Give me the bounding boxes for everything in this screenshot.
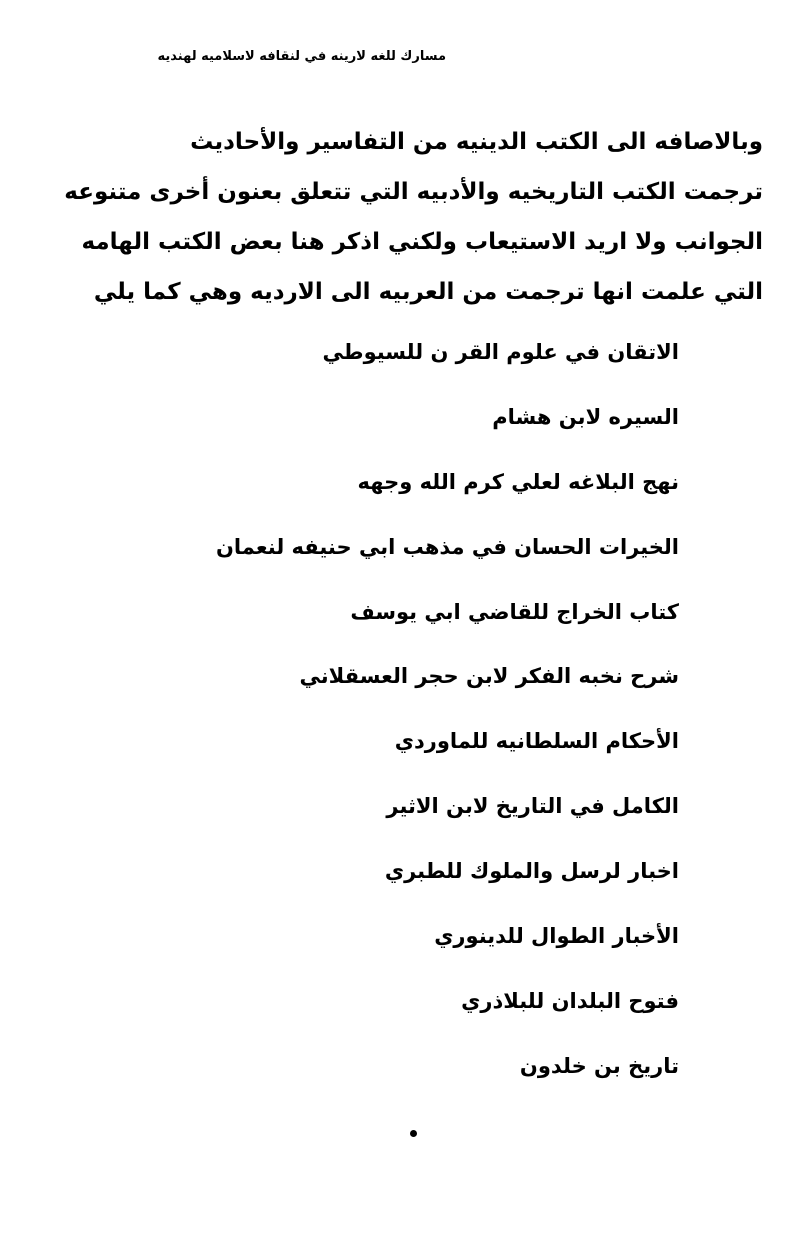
- list-item: الكامل في التاريخ لابن الاثير: [386, 794, 679, 819]
- page-dot-marker: [410, 1130, 417, 1137]
- list-item: كتاب الخراج للقاضي ابي يوسف: [350, 599, 679, 624]
- paragraph-line: وبالاصافه الى الكتب الدينيه من التفاسير والأحاديث: [190, 129, 763, 155]
- book-list: [159, 336, 679, 1115]
- paragraph-line: التي علمت انها ترجمت من العربيه الى الارديه وهي كما يلي: [93, 279, 763, 305]
- paragraph-line: الجوانب ولا اريد الاستيعاب ولكني اذكر هنا بعض الكتب الهامه: [81, 229, 763, 255]
- list-item: الاتقان في علوم القر ن للسيوطي: [322, 340, 679, 364]
- list-item: الأحكام السلطانيه للماوردي: [394, 729, 679, 754]
- body-paragraph: [55, 117, 763, 317]
- list-item: اخبار لرسل والملوك للطبري: [384, 859, 679, 884]
- list-item: نهج البلاغه لعلي كرم الله وجهه: [357, 469, 679, 494]
- paragraph-line: ترجمت الكتب التاريخيه والأدبيه التي تتعلق بعنون أخرى متنوعه: [64, 179, 763, 205]
- list-item: فتوح البلدان للبلاذري: [461, 988, 679, 1013]
- list-item: تاريخ بن خلدون: [519, 1053, 679, 1078]
- list-item: السيره لابن هشام: [492, 404, 679, 429]
- page-header: مسارك للغه لارينه في لنقافه لاسلاميه لهنديه: [157, 49, 446, 64]
- list-item: الخيرات الحسان في مذهب ابي حنيفه لنعمان: [216, 534, 679, 559]
- list-item: شرح نخبه الفكر لابن حجر العسقلاني: [299, 664, 679, 689]
- list-item: الأخبار الطوال للدينوري: [434, 924, 679, 949]
